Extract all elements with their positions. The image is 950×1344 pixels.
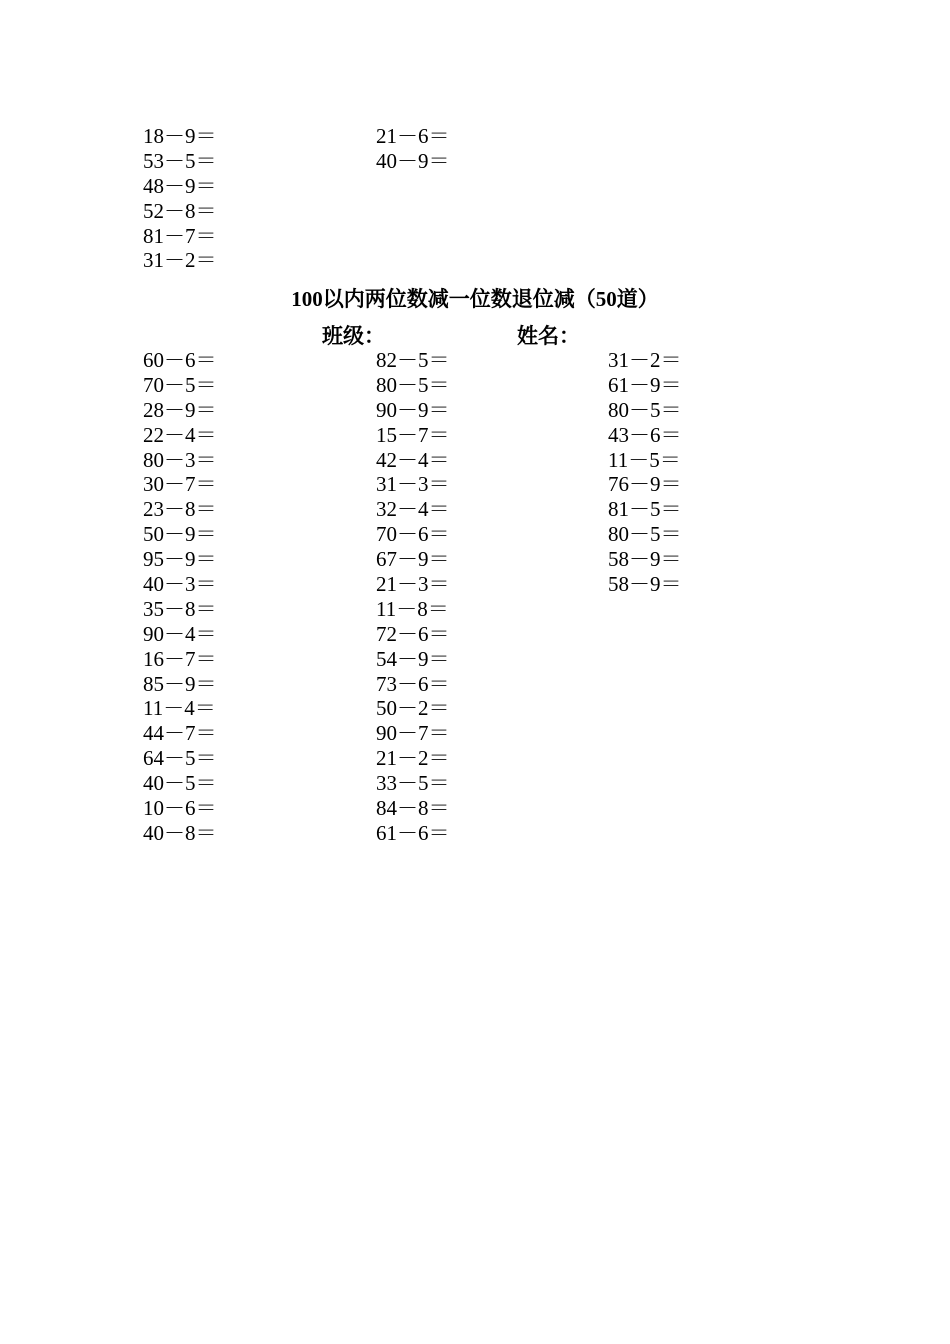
problem-item: 90－7＝ — [376, 721, 450, 746]
problem-item: 23－8＝ — [143, 497, 217, 522]
problem-item: 73－6＝ — [376, 671, 450, 696]
problem-item: 42－4＝ — [376, 447, 450, 472]
problem-item: 81－7＝ — [143, 223, 217, 248]
problem-item: 67－9＝ — [376, 547, 450, 572]
problem-item: 11－4＝ — [143, 696, 216, 721]
problem-item: 11－5＝ — [608, 447, 681, 472]
problem-item: 58－9＝ — [608, 547, 682, 572]
problem-item: 70－5＝ — [143, 372, 217, 397]
top-problems-column-2 — [376, 124, 450, 174]
problem-item: 18－9＝ — [143, 124, 217, 148]
problem-item: 40－9＝ — [376, 148, 450, 173]
problem-item: 85－9＝ — [143, 671, 217, 696]
problem-item: 53－5＝ — [143, 148, 217, 173]
problem-item: 84－8＝ — [376, 796, 450, 821]
problem-item: 43－6＝ — [608, 422, 682, 447]
problem-item: 16－7＝ — [143, 646, 217, 671]
class-label: 班级： — [322, 324, 385, 348]
problem-item: 76－9＝ — [608, 472, 682, 497]
problem-item: 54－9＝ — [376, 646, 450, 671]
problem-item: 81－5＝ — [608, 497, 682, 522]
problem-item: 60－6＝ — [143, 348, 217, 372]
name-label: 姓名： — [517, 324, 580, 348]
problem-item: 44－7＝ — [143, 721, 217, 746]
problems-column-3 — [608, 348, 682, 597]
problem-item: 10－6＝ — [143, 796, 217, 821]
problem-item: 61－6＝ — [376, 820, 450, 845]
problems-column-1 — [143, 348, 217, 846]
problem-item: 50－2＝ — [376, 696, 450, 721]
problem-item: 22－4＝ — [143, 422, 217, 447]
problem-item: 35－8＝ — [143, 596, 217, 621]
problem-item: 21－2＝ — [376, 746, 450, 771]
problem-item: 80－3＝ — [143, 447, 217, 472]
problem-item: 82－5＝ — [376, 348, 450, 372]
problem-item: 72－6＝ — [376, 621, 450, 646]
problem-item: 70－6＝ — [376, 522, 450, 547]
problem-item: 80－5＝ — [608, 397, 682, 422]
problem-item: 40－5＝ — [143, 771, 217, 796]
problem-item: 64－5＝ — [143, 746, 217, 771]
problem-item: 33－5＝ — [376, 771, 450, 796]
problem-item: 40－8＝ — [143, 820, 217, 845]
problem-item: 48－9＝ — [143, 173, 217, 198]
problems-column-2 — [376, 348, 450, 846]
problem-item: 15－7＝ — [376, 422, 450, 447]
problem-item: 30－7＝ — [143, 472, 217, 497]
top-problems-column-1 — [143, 124, 217, 273]
worksheet-title: 100以内两位数减一位数退位减（50道） — [291, 287, 659, 311]
problem-item: 61－9＝ — [608, 372, 682, 397]
problem-item: 90－4＝ — [143, 621, 217, 646]
problem-item: 40－3＝ — [143, 572, 217, 597]
problem-item: 80－5＝ — [608, 522, 682, 547]
problem-item: 58－9＝ — [608, 572, 682, 597]
problem-item: 80－5＝ — [376, 372, 450, 397]
problem-item: 21－6＝ — [376, 124, 450, 148]
problem-item: 11－8＝ — [376, 596, 449, 621]
problem-item: 90－9＝ — [376, 397, 450, 422]
problem-item: 21－3＝ — [376, 572, 450, 597]
problem-item: 28－9＝ — [143, 397, 217, 422]
problem-item: 95－9＝ — [143, 547, 217, 572]
problem-item: 32－4＝ — [376, 497, 450, 522]
problem-item: 31－2＝ — [608, 348, 682, 372]
problem-item: 31－2＝ — [143, 248, 217, 273]
problem-item: 52－8＝ — [143, 198, 217, 223]
problem-item: 50－9＝ — [143, 522, 217, 547]
problem-item: 31－3＝ — [376, 472, 450, 497]
